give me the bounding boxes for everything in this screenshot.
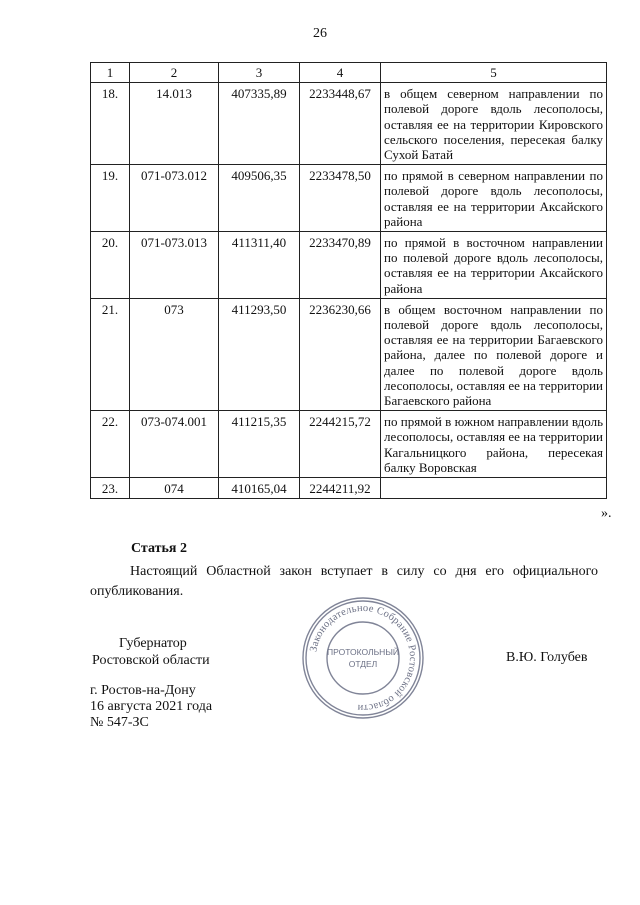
coordinate-x: 407335,89 (219, 83, 300, 165)
header-cell: 3 (219, 63, 300, 83)
article-text: Настоящий Областной закон вступает в силу со дня его официального опубликования. (90, 564, 598, 599)
boundary-description: по прямой в восточном направлении по полевой дороге вдоль лесополосы, оставляя ее на территории Аксайского района (381, 232, 607, 299)
law-number: № 547-ЗС (90, 715, 149, 730)
table-row (91, 83, 607, 165)
table-row (91, 478, 607, 499)
point-code: 071-073.012 (130, 165, 219, 232)
date: 16 августа 2021 года (90, 699, 213, 714)
table-row (91, 298, 607, 410)
signer-name: В.Ю. Голубев (506, 650, 588, 665)
coordinate-x: 411215,35 (219, 411, 300, 478)
coordinate-x: 409506,35 (219, 165, 300, 232)
row-number: 21. (91, 298, 130, 410)
row-number: 20. (91, 232, 130, 299)
table-header-row (91, 63, 607, 83)
article-title: Статья 2 (131, 541, 187, 556)
boundary-description: в общем восточном направлении по полевой дороге вдоль лесополосы, оставляя ее на территории Багаевского района, далее по полевой дороге и далее по полевой дороге вдоль лесополосы, оставляя ее на территории Багаевского района (381, 298, 607, 410)
point-code: 073-074.001 (130, 411, 219, 478)
coordinate-y: 2233470,89 (300, 232, 381, 299)
page-number: 26 (313, 26, 327, 41)
governor-title-line1: Губернатор (119, 636, 187, 651)
row-number: 19. (91, 165, 130, 232)
coordinate-y: 2244211,92 (300, 478, 381, 499)
boundary-description: по прямой в южном направлении вдоль лесополосы, оставляя ее на территории Кагальницкого района, пересекая балку Воровская (381, 411, 607, 478)
governor-title-line2: Ростовской области (92, 653, 210, 668)
coordinate-y: 2233478,50 (300, 165, 381, 232)
boundary-description: по прямой в северном направлении по полевой дороге вдоль лесополосы, оставляя ее на территории Аксайского района (381, 165, 607, 232)
row-number: 22. (91, 411, 130, 478)
city: г. Ростов-на-Дону (90, 683, 196, 698)
table-row (91, 411, 607, 478)
coordinate-x: 411311,40 (219, 232, 300, 299)
boundary-description (381, 478, 607, 499)
boundary-table (90, 62, 607, 499)
coordinate-y: 2233448,67 (300, 83, 381, 165)
header-cell: 5 (381, 63, 607, 83)
point-code: 071-073.013 (130, 232, 219, 299)
official-stamp-seal (300, 595, 426, 721)
row-number: 18. (91, 83, 130, 165)
coordinate-x: 410165,04 (219, 478, 300, 499)
point-code: 14.013 (130, 83, 219, 165)
point-code: 074 (130, 478, 219, 499)
coordinate-y: 2236230,66 (300, 298, 381, 410)
header-cell: 2 (130, 63, 219, 83)
coordinate-x: 411293,50 (219, 298, 300, 410)
table-row (91, 232, 607, 299)
coordinate-y: 2244215,72 (300, 411, 381, 478)
place-date-number (90, 683, 212, 731)
point-code: 073 (130, 298, 219, 410)
stamp-outer-text: Законодательное Собрание Ростовской области (308, 602, 419, 714)
header-cell: 4 (300, 63, 381, 83)
row-number: 23. (91, 478, 130, 499)
svg-text:Законодательное Собрание Росто (308, 603, 418, 713)
closing-quote-mark: ». (601, 506, 612, 521)
boundary-description: в общем северном направлении по полевой дороге вдоль лесополосы, оставляя ее на территории Кировского сельского поселения, пересекая балку Сухой Батай (381, 83, 607, 165)
governor-title (92, 635, 210, 669)
header-cell: 1 (91, 63, 130, 83)
stamp-inner-line2: ОТДЕЛ (348, 659, 378, 669)
stamp-inner-line1: ПРОТОКОЛЬНЫЙ (327, 647, 399, 657)
table-row (91, 165, 607, 232)
